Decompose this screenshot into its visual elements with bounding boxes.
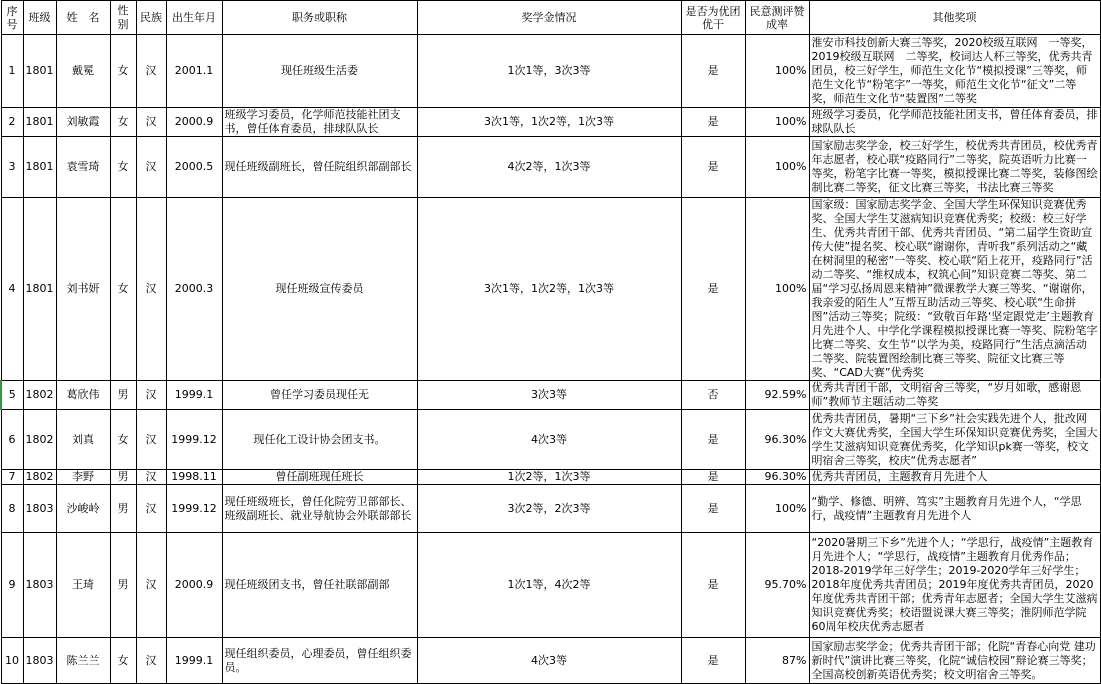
table-row (1, 485, 1100, 533)
cell-seq: 5 (1, 381, 23, 410)
cell-gender: 女 (110, 108, 136, 137)
header-row (1, 1, 1100, 35)
cell-birth: 1999.1 (166, 638, 222, 684)
table-row (1, 410, 1100, 470)
cell-birth: 2000.9 (166, 108, 222, 137)
cell-gender: 女 (110, 35, 136, 108)
cell-birth: 1999.1 (166, 381, 222, 410)
cell-seq: 10 (1, 638, 23, 684)
cell-name: 葛欣伟 (56, 381, 110, 410)
cell-name: 刘敏霞 (56, 108, 110, 137)
cell-approval: 87% (745, 638, 809, 684)
table-row (1, 533, 1100, 638)
header-scholarship: 奖学金情况 (417, 1, 681, 35)
cell-ethnicity: 汉 (136, 410, 166, 470)
cell-birth: 2000.5 (166, 137, 222, 198)
header-gender: 性别 (110, 1, 136, 35)
cell-title: 班级学习委员，化学师范技能社团支书，曾任体育委员，排球队队长 (222, 108, 417, 137)
cell-ethnicity: 汉 (136, 198, 166, 381)
cell-birth: 2001.1 (166, 35, 222, 108)
cell-name: 王琦 (56, 533, 110, 638)
cell-name: 刘书妍 (56, 198, 110, 381)
cell-awards: 国家励志奖学金，校三好学生，校优秀共青团员，校优秀青年志愿者，校心联“疫路同行”二等奖，院英语听力比赛一等奖，粉笔字比赛一等奖，模拟授课比赛二等奖，装修图绘制比赛二等奖，征文比赛三等奖，书法比赛三等奖 (809, 137, 1100, 198)
cell-title: 曾任副班现任班长 (222, 470, 417, 485)
cell-name: 沙峻岭 (56, 485, 110, 533)
cell-ethnicity: 汉 (136, 638, 166, 684)
cell-title: 现任班级团支书，曾任社联部副部 (222, 533, 417, 638)
cell-name: 陈兰兰 (56, 638, 110, 684)
header-class: 班级 (23, 1, 56, 35)
header-league: 是否为优团优干 (681, 1, 745, 35)
cell-league: 是 (681, 108, 745, 137)
cell-seq: 2 (1, 108, 23, 137)
cell-scholarship: 3次3等 (417, 381, 681, 410)
cell-gender: 男 (110, 470, 136, 485)
cell-awards: 优秀共青团员，主题教育月先进个人 (809, 470, 1100, 485)
cell-league: 是 (681, 485, 745, 533)
cell-approval: 100% (745, 108, 809, 137)
cell-ethnicity: 汉 (136, 533, 166, 638)
cell-class: 1803 (23, 485, 56, 533)
cell-title: 现任班级生活委 (222, 35, 417, 108)
cell-league: 是 (681, 137, 745, 198)
cell-title: 现任班级副班长，曾任院组织部副部长 (222, 137, 417, 198)
header-title: 职务或职称 (222, 1, 417, 35)
cell-ethnicity: 汉 (136, 35, 166, 108)
header-awards: 其他奖项 (809, 1, 1100, 35)
cell-scholarship: 1次2等，1次3等 (417, 470, 681, 485)
cell-scholarship: 1次1等，3次3等 (417, 35, 681, 108)
cell-birth: 1999.12 (166, 485, 222, 533)
cell-class: 1801 (23, 198, 56, 381)
cell-seq: 1 (1, 35, 23, 108)
cell-gender: 女 (110, 198, 136, 381)
cell-approval: 100% (745, 137, 809, 198)
cell-league: 是 (681, 198, 745, 381)
cell-name: 刘真 (56, 410, 110, 470)
cell-class: 1801 (23, 35, 56, 108)
cell-league: 是 (681, 35, 745, 108)
cell-title: 现任班级班长，曾任化院劳卫部部长、班级副班长、就业导航协会外联部部长 (222, 485, 417, 533)
cell-league: 否 (681, 381, 745, 410)
cell-gender: 男 (110, 485, 136, 533)
cell-awards: 班级学习委员，化学师范技能社团支书，曾任体育委员，排球队队长 (809, 108, 1100, 137)
cell-gender: 男 (110, 381, 136, 410)
cell-awards: “勤学、修德、明辨、笃实”主题教育月先进个人，“学思行，战疫情”主题教育月先进个人 (809, 485, 1100, 533)
cell-class: 1802 (23, 410, 56, 470)
cell-name: 袁雪琦 (56, 137, 110, 198)
header-name: 姓 名 (56, 1, 110, 35)
cell-title: 现任组织委员，心理委员，曾任组织委员。 (222, 638, 417, 684)
cell-seq: 8 (1, 485, 23, 533)
cell-class: 1803 (23, 638, 56, 684)
cell-title: 现任化工设计协会团支书。 (222, 410, 417, 470)
cell-approval: 100% (745, 35, 809, 108)
table-row (1, 35, 1100, 108)
cell-league: 是 (681, 533, 745, 638)
cell-class: 1802 (23, 470, 56, 485)
cell-class: 1801 (23, 108, 56, 137)
cell-seq: 3 (1, 137, 23, 198)
cell-ethnicity: 汉 (136, 485, 166, 533)
header-seq: 序号 (1, 1, 23, 35)
cell-awards: 优秀共青团员，暑期“三下乡”社会实践先进个人，批改网作文大赛优秀奖，全国大学生环保知识竞赛优秀奖，全国大学生艾滋病知识竞赛优秀奖，化学知识pk赛一等奖，校文明宿舍三等奖，校庆“优秀志愿者” (809, 410, 1100, 470)
cell-ethnicity: 汉 (136, 381, 166, 410)
table-row (1, 137, 1100, 198)
cell-title: 现任班级宣传委员 (222, 198, 417, 381)
cell-approval: 92.59% (745, 381, 809, 410)
cell-approval: 95.70% (745, 533, 809, 638)
table-row (1, 108, 1100, 137)
cell-league: 是 (681, 638, 745, 684)
cell-name: 戴冕 (56, 35, 110, 108)
cell-birth: 2000.9 (166, 533, 222, 638)
cell-gender: 男 (110, 533, 136, 638)
header-ethnicity: 民族 (136, 1, 166, 35)
cell-class: 1801 (23, 137, 56, 198)
cell-gender: 女 (110, 410, 136, 470)
cell-scholarship: 3次1等，1次2等，1次3等 (417, 108, 681, 137)
table-row (1, 381, 1100, 410)
cell-awards: 优秀共青团干部，文明宿舍三等奖，“岁月如歌，感谢恩师”教师节主题活动二等奖 (809, 381, 1100, 410)
cell-approval: 96.30% (745, 410, 809, 470)
cell-scholarship: 4次3等 (417, 638, 681, 684)
cell-name: 李野 (56, 470, 110, 485)
cell-awards: 国家励志奖学金；优秀共青团干部；化院“青春心向党 建功新时代”演讲比赛三等奖，化院“诚信校园”辩论赛三等奖；全国高校创新英语优秀奖；校文明宿舍三等奖。 (809, 638, 1100, 684)
table-row (1, 638, 1100, 684)
cell-class: 1802 (23, 381, 56, 410)
cell-seq: 9 (1, 533, 23, 638)
cell-gender: 女 (110, 137, 136, 198)
cell-approval: 100% (745, 198, 809, 381)
cell-scholarship: 3次1等，1次2等，1次3等 (417, 198, 681, 381)
cell-awards: 淮安市科技创新大赛三等奖，2020校级互联网 一等奖，2019校级互联网 二等奖，校词达人杯三等奖，优秀共青团员，校三好学生，师范生文化节“模拟授课”三等奖，师范生文化节“粉笔字”一等奖，师范生文化节“征文”二等奖，师范生文化节“装置图”二等奖 (809, 35, 1100, 108)
header-birth: 出生年月 (166, 1, 222, 35)
cell-league: 是 (681, 470, 745, 485)
cell-scholarship: 3次2等，2次3等 (417, 485, 681, 533)
cell-ethnicity: 汉 (136, 108, 166, 137)
cell-approval: 96.30% (745, 470, 809, 485)
cell-ethnicity: 汉 (136, 137, 166, 198)
cell-birth: 1998.11 (166, 470, 222, 485)
cell-ethnicity: 汉 (136, 470, 166, 485)
cell-scholarship: 4次3等 (417, 410, 681, 470)
cell-approval: 100% (745, 485, 809, 533)
cell-seq: 6 (1, 410, 23, 470)
cell-gender: 女 (110, 638, 136, 684)
cell-class: 1803 (23, 533, 56, 638)
cell-scholarship: 4次2等，1次3等 (417, 137, 681, 198)
table-row (1, 198, 1100, 381)
cell-seq: 7 (1, 470, 23, 485)
cell-awards: 国家级：国家励志奖学金、全国大学生环保知识竞赛优秀奖、全国大学生艾滋病知识竞赛优秀奖；校级：校三好学生、优秀共青团干部、优秀共青团员、“第二届学生资助宣传大使”提名奖、校心联“谢谢你，青听我”系列活动之“藏在树洞里的秘密”一等奖、校心联“陌上花开，疫路同行”活动二等奖、“维权成本，权筑心间”知识竞赛二等奖、第二届“学习弘扬周恩来精神”微课教学大赛三等奖、“谢谢你，我亲爱的陌生人”互帮互助活动三等奖、校心联“生命拼图”活动三等奖；院级：“致敬百年路‘坚定跟党走’主题教育月先进个人、中学化学课程模拟授课比赛一等奖、院粉笔字比赛二等奖、女生节“以学为美，疫路同行”生活点滴活动二等奖、院装置图绘制比赛三等奖、院征文比赛三等奖、“CAD大赛”优秀奖 (809, 198, 1100, 381)
cell-birth: 2000.3 (166, 198, 222, 381)
cell-scholarship: 1次1等，4次2等 (417, 533, 681, 638)
cell-title: 曾任学习委员现任无 (222, 381, 417, 410)
header-approval: 民意测评赞成率 (745, 1, 809, 35)
cell-birth: 1999.12 (166, 410, 222, 470)
table-row (1, 470, 1100, 485)
cell-awards: “2020暑期三下乡”先进个人；“学思行，战疫情”主题教育月先进个人；“学思行，战疫情”主题教育月优秀作品；2018-2019学年三好学生；2019-2020学年三好学生；2018年度优秀共青团员；2019年度优秀共青团员，2020年度优秀共青团干部；优秀青年志愿者；全国大学生艾滋病知识竞赛优秀奖；校语盟说课大赛三等奖；淮阴师范学院60周年校庆优秀志愿者 (809, 533, 1100, 638)
cell-seq: 4 (1, 198, 23, 381)
cell-league: 是 (681, 410, 745, 470)
